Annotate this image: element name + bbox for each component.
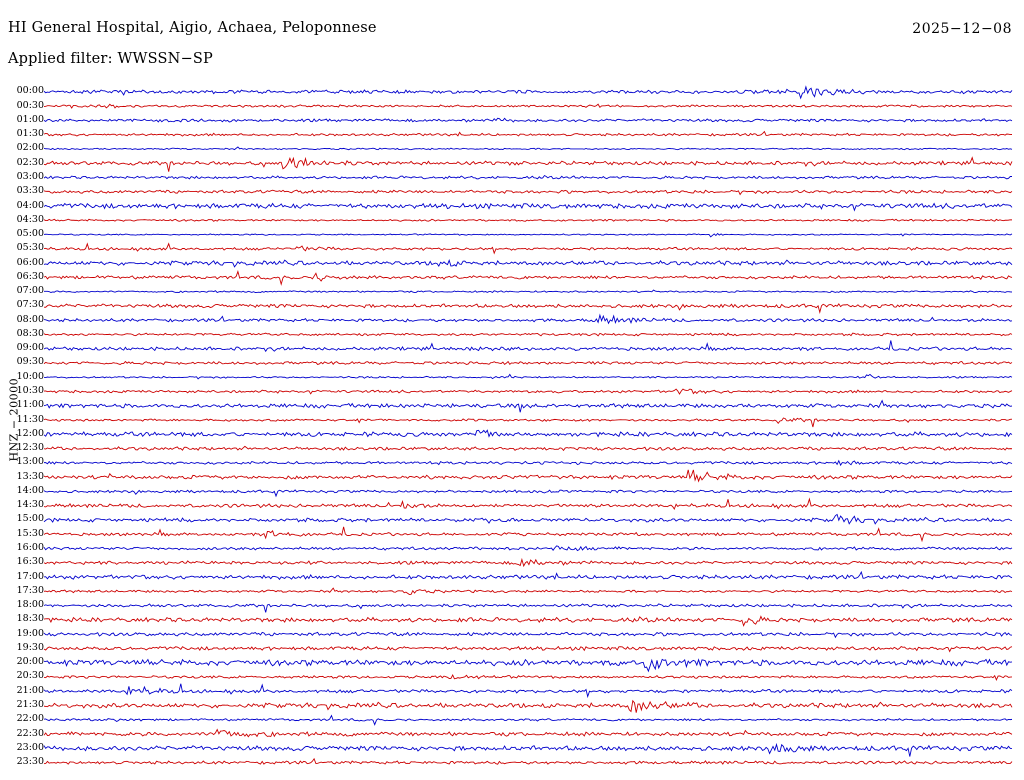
time-tick-label: 00:00 bbox=[16, 85, 44, 97]
y-axis-label: HNZ − 20000 bbox=[7, 377, 21, 462]
seismic-trace bbox=[44, 730, 1012, 737]
time-tick-label: 09:30 bbox=[16, 356, 44, 368]
seismic-trace bbox=[44, 290, 1012, 292]
time-tick-label: 05:30 bbox=[16, 242, 44, 254]
time-tick-label: 15:30 bbox=[16, 527, 44, 539]
seismic-trace bbox=[44, 684, 1012, 697]
time-tick-label: 10:30 bbox=[16, 385, 44, 397]
time-tick-label: 23:00 bbox=[16, 741, 44, 753]
seismic-trace bbox=[44, 219, 1012, 221]
seismic-trace bbox=[44, 271, 1012, 284]
time-tick-label: 04:00 bbox=[16, 199, 44, 211]
seismic-trace bbox=[44, 203, 1012, 210]
seismic-trace bbox=[44, 340, 1012, 351]
seismic-trace bbox=[44, 716, 1012, 725]
time-tick-label: 07:00 bbox=[16, 285, 44, 297]
seismic-trace bbox=[44, 701, 1012, 713]
time-tick-label: 08:00 bbox=[16, 313, 44, 325]
time-tick-label: 02:30 bbox=[16, 156, 44, 168]
seismic-trace bbox=[44, 675, 1012, 680]
seismic-trace bbox=[44, 190, 1012, 194]
time-tick-label: 18:30 bbox=[16, 613, 44, 625]
time-tick-label: 12:30 bbox=[16, 442, 44, 454]
seismic-trace bbox=[44, 446, 1012, 450]
page-title: HI General Hospital, Aigio, Achaea, Peloponnese bbox=[8, 20, 377, 36]
seismic-trace bbox=[44, 147, 1012, 150]
seismic-trace bbox=[44, 304, 1012, 312]
seismic-trace bbox=[44, 647, 1012, 652]
time-tick-label: 20:30 bbox=[16, 670, 44, 682]
seismic-trace bbox=[44, 176, 1012, 179]
seismic-trace bbox=[44, 333, 1012, 336]
time-tick-label: 11:30 bbox=[16, 413, 44, 425]
seismic-trace bbox=[44, 490, 1012, 496]
seismic-trace bbox=[44, 616, 1012, 625]
time-tick-label: 19:30 bbox=[16, 641, 44, 653]
time-tick-label: 22:30 bbox=[16, 727, 44, 739]
time-tick-label: 21:00 bbox=[16, 684, 44, 696]
time-tick-label: 12:00 bbox=[16, 427, 44, 439]
seismic-trace bbox=[44, 132, 1012, 136]
time-tick-label: 16:30 bbox=[16, 556, 44, 568]
time-tick-label: 17:00 bbox=[16, 570, 44, 582]
time-tick-label: 06:30 bbox=[16, 270, 44, 282]
seismic-trace bbox=[44, 361, 1012, 364]
time-tick-label: 07:30 bbox=[16, 299, 44, 311]
time-tick-label: 03:00 bbox=[16, 170, 44, 182]
time-tick-label: 00:30 bbox=[16, 99, 44, 111]
time-tick-label: 16:00 bbox=[16, 542, 44, 554]
time-tick-label: 03:30 bbox=[16, 185, 44, 197]
time-tick-label: 13:30 bbox=[16, 470, 44, 482]
seismic-trace bbox=[44, 527, 1012, 541]
time-tick-label: 20:00 bbox=[16, 656, 44, 668]
seismic-trace bbox=[44, 118, 1012, 122]
seismic-trace bbox=[44, 659, 1012, 671]
time-tick-label: 04:30 bbox=[16, 213, 44, 225]
seismic-trace bbox=[44, 418, 1012, 427]
time-tick-label: 21:30 bbox=[16, 698, 44, 710]
time-tick-label: 22:00 bbox=[16, 713, 44, 725]
seismic-trace bbox=[44, 759, 1012, 764]
time-tick-label: 13:00 bbox=[16, 456, 44, 468]
time-tick-label: 14:00 bbox=[16, 484, 44, 496]
seismic-trace bbox=[44, 560, 1012, 566]
applied-filter-label: Applied filter: WWSSN−SP bbox=[8, 51, 214, 67]
seismic-trace bbox=[44, 745, 1012, 757]
seismic-trace bbox=[44, 461, 1012, 465]
seismic-trace bbox=[44, 430, 1012, 436]
seismic-trace bbox=[44, 315, 1012, 323]
seismic-trace bbox=[44, 401, 1012, 413]
seismic-trace bbox=[44, 632, 1012, 637]
seismic-trace bbox=[44, 374, 1012, 378]
time-tick-label: 06:00 bbox=[16, 256, 44, 268]
seismic-trace bbox=[44, 572, 1012, 579]
seismic-trace bbox=[44, 470, 1012, 481]
seismic-trace bbox=[44, 546, 1012, 551]
time-tick-label: 11:00 bbox=[16, 399, 44, 411]
seismic-trace bbox=[44, 588, 1012, 594]
seismic-trace bbox=[44, 260, 1012, 267]
seismic-trace bbox=[44, 87, 1012, 98]
time-tick-label: 14:30 bbox=[16, 499, 44, 511]
seismic-trace bbox=[44, 514, 1012, 523]
seismic-trace bbox=[44, 158, 1012, 172]
time-tick-label: 10:00 bbox=[16, 370, 44, 382]
time-tick-label: 05:00 bbox=[16, 228, 44, 240]
seismic-trace bbox=[44, 604, 1012, 612]
time-tick-label: 18:00 bbox=[16, 599, 44, 611]
time-tick-label: 19:00 bbox=[16, 627, 44, 639]
time-tick-label: 17:30 bbox=[16, 584, 44, 596]
seismic-trace bbox=[44, 233, 1012, 236]
seismic-trace bbox=[44, 104, 1012, 108]
time-tick-label: 23:30 bbox=[16, 756, 44, 768]
time-tick-label: 01:30 bbox=[16, 128, 44, 140]
seismic-trace bbox=[44, 389, 1012, 394]
time-tick-label: 08:30 bbox=[16, 327, 44, 339]
record-date: 2025−12−08 bbox=[912, 21, 1012, 37]
time-tick-label: 15:00 bbox=[16, 513, 44, 525]
time-tick-label: 09:00 bbox=[16, 342, 44, 354]
time-tick-label: 02:00 bbox=[16, 142, 44, 154]
seismic-trace bbox=[44, 499, 1012, 509]
seismic-trace bbox=[44, 244, 1012, 253]
time-tick-label: 01:00 bbox=[16, 113, 44, 125]
